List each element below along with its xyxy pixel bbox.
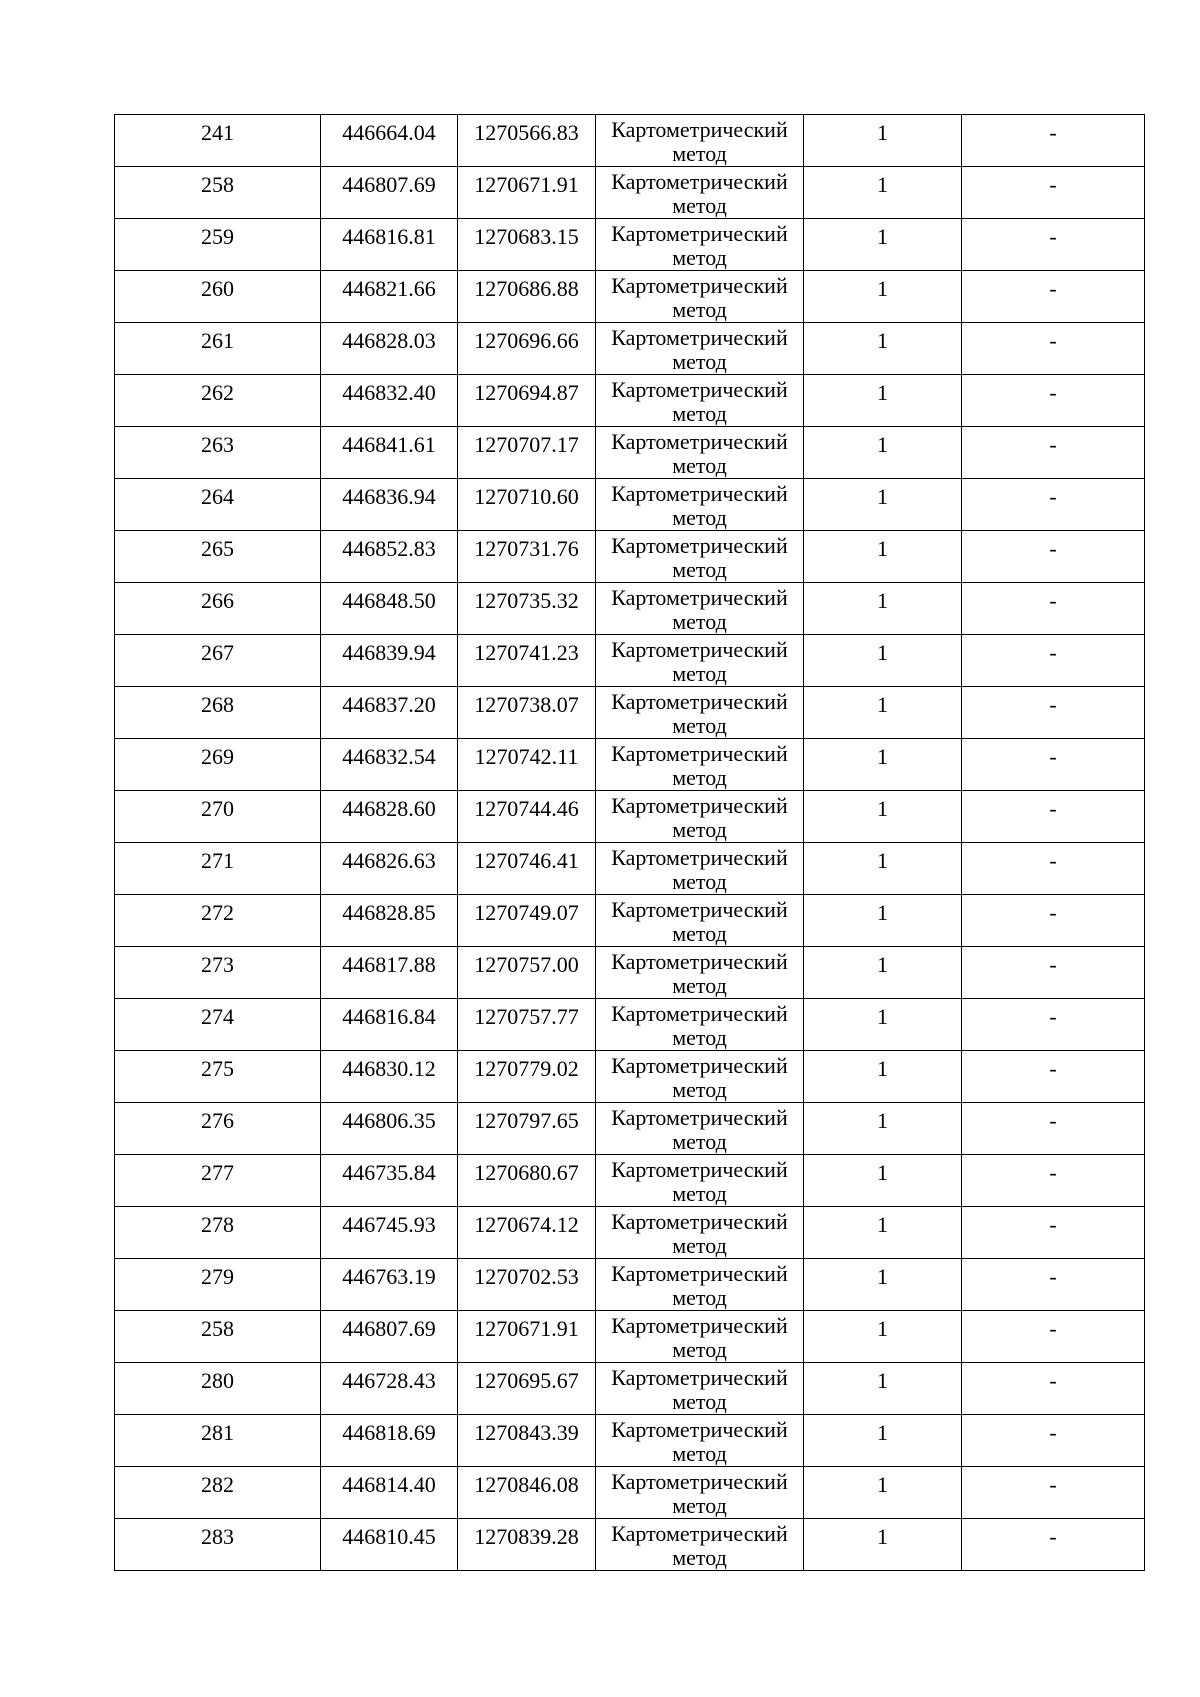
method-line-2: метод	[672, 661, 727, 686]
description-cell: -	[962, 1467, 1145, 1519]
x-coordinate-cell: 446816.81	[321, 219, 458, 271]
method-cell	[596, 635, 804, 687]
point-number-cell: 241	[115, 115, 321, 167]
x-coordinate-cell: 446814.40	[321, 1467, 458, 1519]
point-number-cell: 281	[115, 1415, 321, 1467]
x-coordinate-cell: 446828.60	[321, 791, 458, 843]
method-line-2: метод	[672, 141, 727, 166]
description-cell: -	[962, 1415, 1145, 1467]
table-row	[115, 1051, 1145, 1103]
y-coordinate-cell: 1270839.28	[458, 1519, 596, 1571]
accuracy-cell: 1	[804, 219, 962, 271]
accuracy-cell: 1	[804, 271, 962, 323]
accuracy-cell: 1	[804, 1051, 962, 1103]
method-line-1: Картометрический	[611, 585, 788, 610]
description-cell: -	[962, 1207, 1145, 1259]
accuracy-cell: 1	[804, 1259, 962, 1311]
method-line-2: метод	[672, 1285, 727, 1310]
table-row	[115, 1207, 1145, 1259]
table-row	[115, 1103, 1145, 1155]
description-cell: -	[962, 895, 1145, 947]
description-cell: -	[962, 1363, 1145, 1415]
method-line-2: метод	[672, 401, 727, 426]
method-cell	[596, 1207, 804, 1259]
accuracy-cell: 1	[804, 791, 962, 843]
accuracy-cell: 1	[804, 1363, 962, 1415]
method-cell	[596, 583, 804, 635]
accuracy-cell: 1	[804, 1103, 962, 1155]
accuracy-cell: 1	[804, 1207, 962, 1259]
method-cell	[596, 531, 804, 583]
y-coordinate-cell: 1270735.32	[458, 583, 596, 635]
x-coordinate-cell: 446839.94	[321, 635, 458, 687]
method-cell	[596, 375, 804, 427]
x-coordinate-cell: 446816.84	[321, 999, 458, 1051]
x-coordinate-cell: 446763.19	[321, 1259, 458, 1311]
method-cell	[596, 947, 804, 999]
method-line-2: метод	[672, 297, 727, 322]
point-number-cell: 270	[115, 791, 321, 843]
x-coordinate-cell: 446832.54	[321, 739, 458, 791]
method-line-1: Картометрический	[611, 169, 788, 194]
table-row	[115, 479, 1145, 531]
y-coordinate-cell: 1270680.67	[458, 1155, 596, 1207]
description-cell: -	[962, 1155, 1145, 1207]
accuracy-cell: 1	[804, 843, 962, 895]
description-cell: -	[962, 739, 1145, 791]
method-line-1: Картометрический	[611, 1001, 788, 1026]
table-body	[115, 115, 1145, 1571]
x-coordinate-cell: 446826.63	[321, 843, 458, 895]
y-coordinate-cell: 1270674.12	[458, 1207, 596, 1259]
method-line-2: метод	[672, 1181, 727, 1206]
description-cell: -	[962, 479, 1145, 531]
method-line-1: Картометрический	[611, 1469, 788, 1494]
accuracy-cell: 1	[804, 375, 962, 427]
point-number-cell: 274	[115, 999, 321, 1051]
description-cell: -	[962, 583, 1145, 635]
method-cell	[596, 1155, 804, 1207]
method-line-1: Картометрический	[611, 793, 788, 818]
point-number-cell: 268	[115, 687, 321, 739]
method-line-2: метод	[672, 245, 727, 270]
table-row	[115, 1311, 1145, 1363]
description-cell: -	[962, 687, 1145, 739]
method-line-2: метод	[672, 557, 727, 582]
y-coordinate-cell: 1270757.00	[458, 947, 596, 999]
table-row	[115, 843, 1145, 895]
table-row	[115, 167, 1145, 219]
y-coordinate-cell: 1270671.91	[458, 1311, 596, 1363]
method-line-2: метод	[672, 713, 727, 738]
accuracy-cell: 1	[804, 479, 962, 531]
point-number-cell: 264	[115, 479, 321, 531]
description-cell: -	[962, 1051, 1145, 1103]
x-coordinate-cell: 446848.50	[321, 583, 458, 635]
description-cell: -	[962, 323, 1145, 375]
point-number-cell: 271	[115, 843, 321, 895]
method-cell	[596, 479, 804, 531]
description-cell: -	[962, 791, 1145, 843]
method-line-2: метод	[672, 349, 727, 374]
table-row	[115, 739, 1145, 791]
method-line-2: метод	[672, 193, 727, 218]
method-line-2: метод	[672, 1389, 727, 1414]
method-line-1: Картометрический	[611, 637, 788, 662]
method-cell	[596, 999, 804, 1051]
point-number-cell: 283	[115, 1519, 321, 1571]
x-coordinate-cell: 446806.35	[321, 1103, 458, 1155]
method-line-2: метод	[672, 973, 727, 998]
method-cell	[596, 1311, 804, 1363]
method-line-1: Картометрический	[611, 481, 788, 506]
method-cell	[596, 739, 804, 791]
table-row	[115, 375, 1145, 427]
method-cell	[596, 791, 804, 843]
y-coordinate-cell: 1270694.87	[458, 375, 596, 427]
table-row	[115, 1259, 1145, 1311]
method-cell	[596, 1519, 804, 1571]
table-row	[115, 219, 1145, 271]
method-line-2: метод	[672, 921, 727, 946]
method-line-2: метод	[672, 1493, 727, 1518]
method-line-2: метод	[672, 505, 727, 530]
y-coordinate-cell: 1270741.23	[458, 635, 596, 687]
method-cell	[596, 1363, 804, 1415]
method-cell	[596, 167, 804, 219]
y-coordinate-cell: 1270695.67	[458, 1363, 596, 1415]
coordinates-table	[114, 114, 1145, 1571]
y-coordinate-cell: 1270757.77	[458, 999, 596, 1051]
accuracy-cell: 1	[804, 1155, 962, 1207]
x-coordinate-cell: 446728.43	[321, 1363, 458, 1415]
table-row	[115, 999, 1145, 1051]
y-coordinate-cell: 1270707.17	[458, 427, 596, 479]
y-coordinate-cell: 1270731.76	[458, 531, 596, 583]
method-line-2: метод	[672, 765, 727, 790]
method-line-1: Картометрический	[611, 949, 788, 974]
point-number-cell: 277	[115, 1155, 321, 1207]
point-number-cell: 261	[115, 323, 321, 375]
point-number-cell: 265	[115, 531, 321, 583]
description-cell: -	[962, 167, 1145, 219]
description-cell: -	[962, 219, 1145, 271]
method-line-1: Картометрический	[611, 897, 788, 922]
method-line-2: метод	[672, 453, 727, 478]
table-row	[115, 427, 1145, 479]
method-line-1: Картометрический	[611, 1053, 788, 1078]
description-cell: -	[962, 947, 1145, 999]
description-cell: -	[962, 375, 1145, 427]
table-row	[115, 1363, 1145, 1415]
description-cell: -	[962, 1519, 1145, 1571]
table-row	[115, 583, 1145, 635]
method-cell	[596, 219, 804, 271]
x-coordinate-cell: 446735.84	[321, 1155, 458, 1207]
method-line-1: Картометрический	[611, 273, 788, 298]
y-coordinate-cell: 1270843.39	[458, 1415, 596, 1467]
method-line-2: метод	[672, 869, 727, 894]
description-cell: -	[962, 635, 1145, 687]
accuracy-cell: 1	[804, 323, 962, 375]
point-number-cell: 280	[115, 1363, 321, 1415]
table-row	[115, 271, 1145, 323]
x-coordinate-cell: 446852.83	[321, 531, 458, 583]
method-cell	[596, 895, 804, 947]
table-row	[115, 895, 1145, 947]
point-number-cell: 266	[115, 583, 321, 635]
method-cell	[596, 271, 804, 323]
accuracy-cell: 1	[804, 115, 962, 167]
description-cell: -	[962, 1311, 1145, 1363]
point-number-cell: 269	[115, 739, 321, 791]
method-line-1: Картометрический	[611, 221, 788, 246]
description-cell: -	[962, 271, 1145, 323]
description-cell: -	[962, 115, 1145, 167]
x-coordinate-cell: 446836.94	[321, 479, 458, 531]
y-coordinate-cell: 1270696.66	[458, 323, 596, 375]
table-row	[115, 635, 1145, 687]
y-coordinate-cell: 1270749.07	[458, 895, 596, 947]
y-coordinate-cell: 1270797.65	[458, 1103, 596, 1155]
method-line-2: метод	[672, 1441, 727, 1466]
point-number-cell: 258	[115, 167, 321, 219]
y-coordinate-cell: 1270702.53	[458, 1259, 596, 1311]
y-coordinate-cell: 1270742.11	[458, 739, 596, 791]
accuracy-cell: 1	[804, 1519, 962, 1571]
point-number-cell: 262	[115, 375, 321, 427]
y-coordinate-cell: 1270746.41	[458, 843, 596, 895]
method-line-1: Картометрический	[611, 1157, 788, 1182]
method-cell	[596, 843, 804, 895]
table-row	[115, 1155, 1145, 1207]
method-cell	[596, 427, 804, 479]
y-coordinate-cell: 1270744.46	[458, 791, 596, 843]
accuracy-cell: 1	[804, 583, 962, 635]
method-line-1: Картометрический	[611, 1313, 788, 1338]
point-number-cell: 260	[115, 271, 321, 323]
x-coordinate-cell: 446818.69	[321, 1415, 458, 1467]
point-number-cell: 282	[115, 1467, 321, 1519]
x-coordinate-cell: 446821.66	[321, 271, 458, 323]
x-coordinate-cell: 446664.04	[321, 115, 458, 167]
point-number-cell: 272	[115, 895, 321, 947]
table-row	[115, 531, 1145, 583]
y-coordinate-cell: 1270683.15	[458, 219, 596, 271]
point-number-cell: 258	[115, 1311, 321, 1363]
method-cell	[596, 1051, 804, 1103]
accuracy-cell: 1	[804, 739, 962, 791]
method-line-1: Картометрический	[611, 429, 788, 454]
method-line-2: метод	[672, 1545, 727, 1570]
description-cell: -	[962, 843, 1145, 895]
accuracy-cell: 1	[804, 531, 962, 583]
method-cell	[596, 1259, 804, 1311]
method-line-1: Картометрический	[611, 1417, 788, 1442]
method-cell	[596, 1415, 804, 1467]
x-coordinate-cell: 446745.93	[321, 1207, 458, 1259]
method-cell	[596, 687, 804, 739]
x-coordinate-cell: 446817.88	[321, 947, 458, 999]
point-number-cell: 276	[115, 1103, 321, 1155]
method-line-1: Картометрический	[611, 533, 788, 558]
method-cell	[596, 115, 804, 167]
method-line-1: Картометрический	[611, 741, 788, 766]
description-cell: -	[962, 427, 1145, 479]
x-coordinate-cell: 446807.69	[321, 1311, 458, 1363]
table-row	[115, 115, 1145, 167]
x-coordinate-cell: 446828.85	[321, 895, 458, 947]
method-line-1: Картометрический	[611, 1209, 788, 1234]
x-coordinate-cell: 446837.20	[321, 687, 458, 739]
x-coordinate-cell: 446828.03	[321, 323, 458, 375]
accuracy-cell: 1	[804, 635, 962, 687]
method-cell	[596, 1103, 804, 1155]
accuracy-cell: 1	[804, 947, 962, 999]
point-number-cell: 279	[115, 1259, 321, 1311]
description-cell: -	[962, 999, 1145, 1051]
accuracy-cell: 1	[804, 1415, 962, 1467]
y-coordinate-cell: 1270738.07	[458, 687, 596, 739]
description-cell: -	[962, 1259, 1145, 1311]
point-number-cell: 275	[115, 1051, 321, 1103]
accuracy-cell: 1	[804, 1467, 962, 1519]
y-coordinate-cell: 1270671.91	[458, 167, 596, 219]
method-line-1: Картометрический	[611, 325, 788, 350]
method-line-1: Картометрический	[611, 117, 788, 142]
accuracy-cell: 1	[804, 427, 962, 479]
x-coordinate-cell: 446807.69	[321, 167, 458, 219]
y-coordinate-cell: 1270710.60	[458, 479, 596, 531]
table-row	[115, 323, 1145, 375]
accuracy-cell: 1	[804, 999, 962, 1051]
point-number-cell: 278	[115, 1207, 321, 1259]
table-row	[115, 791, 1145, 843]
method-line-2: метод	[672, 817, 727, 842]
point-number-cell: 259	[115, 219, 321, 271]
x-coordinate-cell: 446841.61	[321, 427, 458, 479]
x-coordinate-cell: 446810.45	[321, 1519, 458, 1571]
point-number-cell: 267	[115, 635, 321, 687]
description-cell: -	[962, 531, 1145, 583]
method-line-1: Картометрический	[611, 1261, 788, 1286]
method-line-2: метод	[672, 1077, 727, 1102]
y-coordinate-cell: 1270566.83	[458, 115, 596, 167]
y-coordinate-cell: 1270846.08	[458, 1467, 596, 1519]
accuracy-cell: 1	[804, 1311, 962, 1363]
method-line-1: Картометрический	[611, 1105, 788, 1130]
accuracy-cell: 1	[804, 895, 962, 947]
method-line-2: метод	[672, 1337, 727, 1362]
accuracy-cell: 1	[804, 167, 962, 219]
method-line-2: метод	[672, 609, 727, 634]
method-line-2: метод	[672, 1025, 727, 1050]
table-row	[115, 1467, 1145, 1519]
method-cell	[596, 323, 804, 375]
x-coordinate-cell: 446832.40	[321, 375, 458, 427]
method-line-1: Картометрический	[611, 1521, 788, 1546]
method-line-1: Картометрический	[611, 845, 788, 870]
method-line-1: Картометрический	[611, 377, 788, 402]
table-row	[115, 1415, 1145, 1467]
x-coordinate-cell: 446830.12	[321, 1051, 458, 1103]
description-cell: -	[962, 1103, 1145, 1155]
point-number-cell: 263	[115, 427, 321, 479]
method-line-2: метод	[672, 1129, 727, 1154]
accuracy-cell: 1	[804, 687, 962, 739]
y-coordinate-cell: 1270779.02	[458, 1051, 596, 1103]
y-coordinate-cell: 1270686.88	[458, 271, 596, 323]
method-cell	[596, 1467, 804, 1519]
table-row	[115, 947, 1145, 999]
method-line-1: Картометрический	[611, 689, 788, 714]
table-row	[115, 687, 1145, 739]
method-line-2: метод	[672, 1233, 727, 1258]
method-line-1: Картометрический	[611, 1365, 788, 1390]
table-row	[115, 1519, 1145, 1571]
point-number-cell: 273	[115, 947, 321, 999]
